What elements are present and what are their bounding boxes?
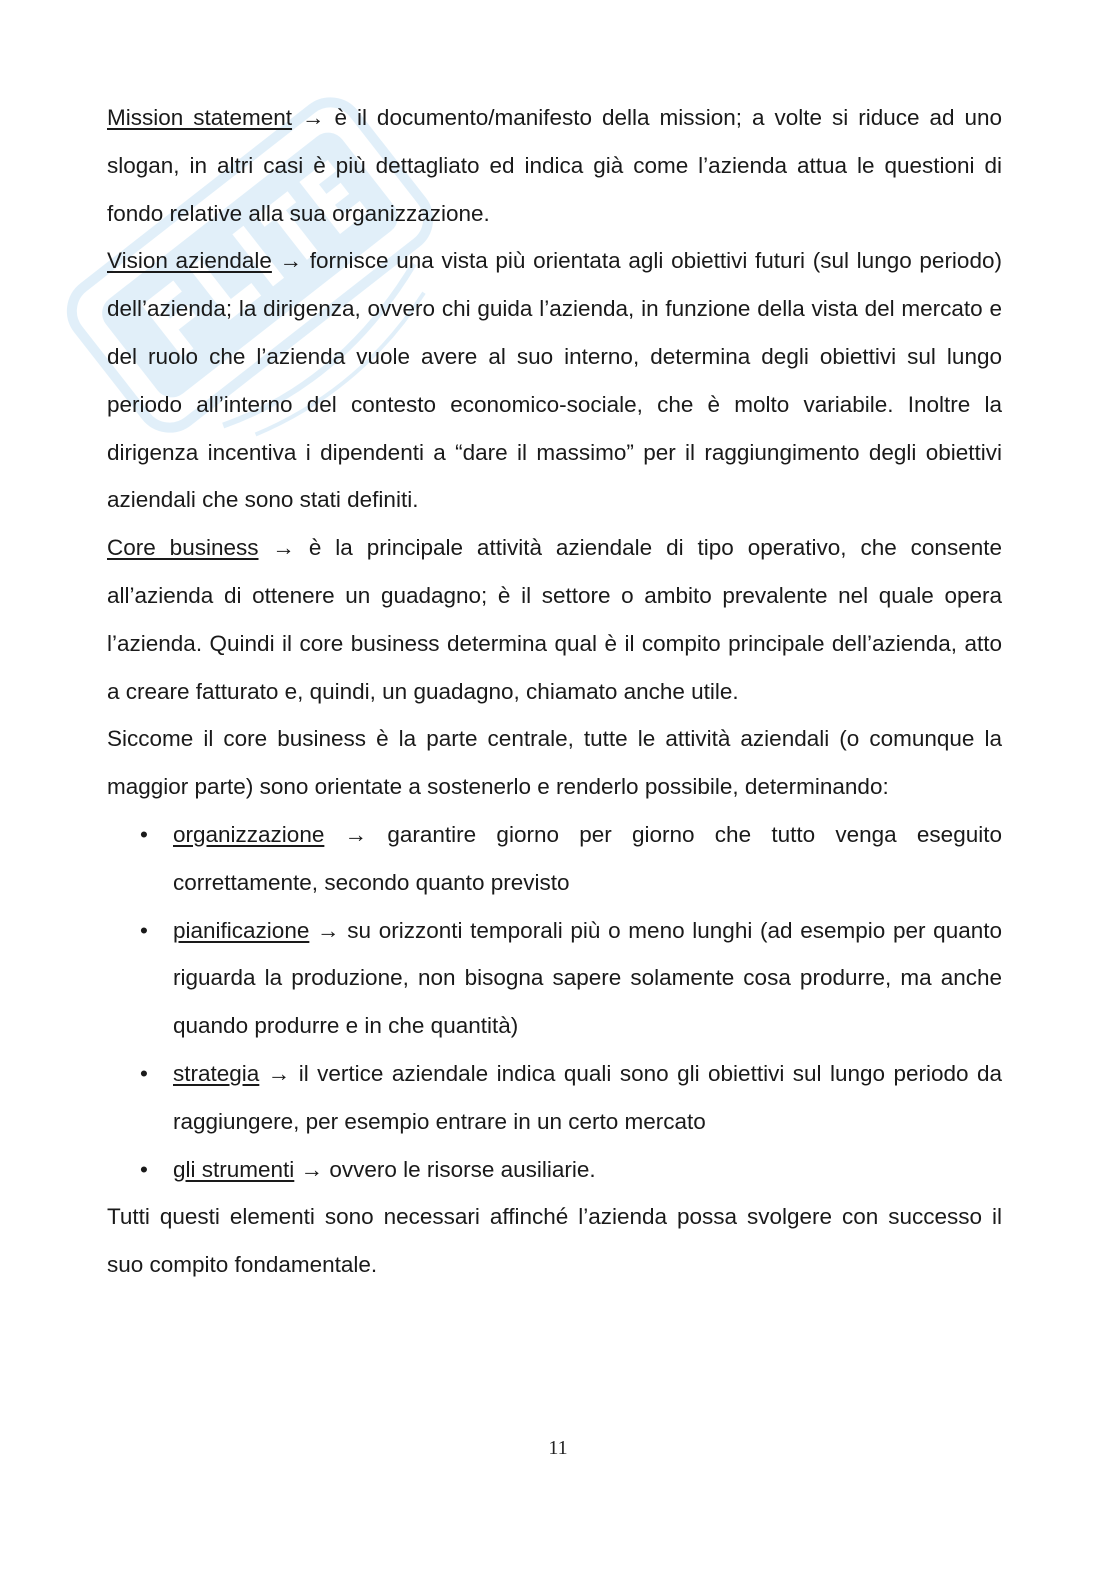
list-item [107, 1146, 1002, 1194]
arrow-symbol: → [267, 1060, 291, 1086]
vision-aziendale-text: fornisce una vista più orientata agli obiettivi futuri (sul lungo periodo) dell’azienda; la dirigenza, ovvero chi guida l’azienda, in funzione della vista del mercato e del ruolo che l’azienda vuole avere al suo interno, determina degli obiettivi sul lungo periodo all’interno del contesto economico-sociale, che è molto variabile. Inoltre la dirigenza incentiva i dipendenti a “dare il massimo” per il raggiungimento degli obiettivi aziendali che sono stati definiti. [107, 248, 1002, 513]
list-item-text: ovvero le risorse ausiliarie. [323, 1156, 596, 1182]
arrow-symbol: → [300, 1156, 324, 1182]
list-item-term: gli strumenti [173, 1156, 295, 1182]
activity-list [107, 811, 1002, 1193]
list-item [107, 907, 1002, 1050]
list-item-text: il vertice aziendale indica quali sono gli obiettivi sul lungo periodo da raggiungere, per esempio entrare in un certo mercato [173, 1060, 1002, 1134]
page-content [107, 94, 1002, 1289]
arrow-symbol: → [302, 105, 325, 130]
arrow-symbol: → [272, 535, 295, 561]
core-business-paragraph [107, 524, 1002, 715]
siccome-paragraph: Siccome il core business è la parte centrale, tutte le attività aziendali (o comunque la maggior parte) sono orientate a sostenerlo e renderlo possibile, determinando: [107, 726, 1002, 800]
core-business-term: Core business [107, 535, 259, 561]
list-item-term: organizzazione [173, 821, 325, 847]
list-item-text: su orizzonti temporali più o meno lunghi (ad esempio per quanto riguarda la produzione, non bisogna sapere solamente cosa produrre, ma anche quando produrre e in che quantità) [173, 917, 1002, 1039]
arrow-symbol: → [344, 821, 368, 847]
page-number: 11 [548, 1437, 568, 1459]
mission-statement-term: Mission statement [107, 105, 293, 130]
list-item-term: strategia [173, 1060, 260, 1086]
bullet-icon: • [140, 821, 148, 847]
list-item-term: pianificazione [173, 917, 310, 943]
mission-paragraph [107, 94, 1002, 237]
arrow-symbol: → [317, 917, 340, 943]
bullet-icon: • [140, 1156, 148, 1182]
arrow-symbol: → [279, 248, 303, 274]
bullet-icon: • [140, 1060, 148, 1086]
list-item-text: garantire giorno per giorno che tutto venga eseguito correttamente, secondo quanto previsto [173, 821, 1002, 895]
vision-aziendale-term: Vision aziendale [107, 248, 272, 274]
bullet-icon: • [140, 917, 148, 943]
core-business-text: è la principale attività aziendale di tipo operativo, che consente all’azienda di ottenere un guadagno; è il settore o ambito prevalente nel quale opera l’azienda. Quindi il core business determina qual è il compito principale dell’azienda, atto a creare fatturato e, quindi, un guadagno, chiamato anche utile. [107, 535, 1002, 704]
conclusion-paragraph: Tutti questi elementi sono necessari affinché l’azienda possa svolgere con successo il suo compito fondamentale. [107, 1204, 1002, 1278]
list-item [107, 1050, 1002, 1146]
list-item [107, 811, 1002, 907]
mission-statement-text: è il documento/manifesto della mission; a volte si riduce ad uno slogan, in altri casi è più dettagliato ed indica già come l’azienda attua le questioni di fondo relative alla sua organizzazione. [107, 105, 1002, 226]
vision-paragraph [107, 237, 1002, 524]
